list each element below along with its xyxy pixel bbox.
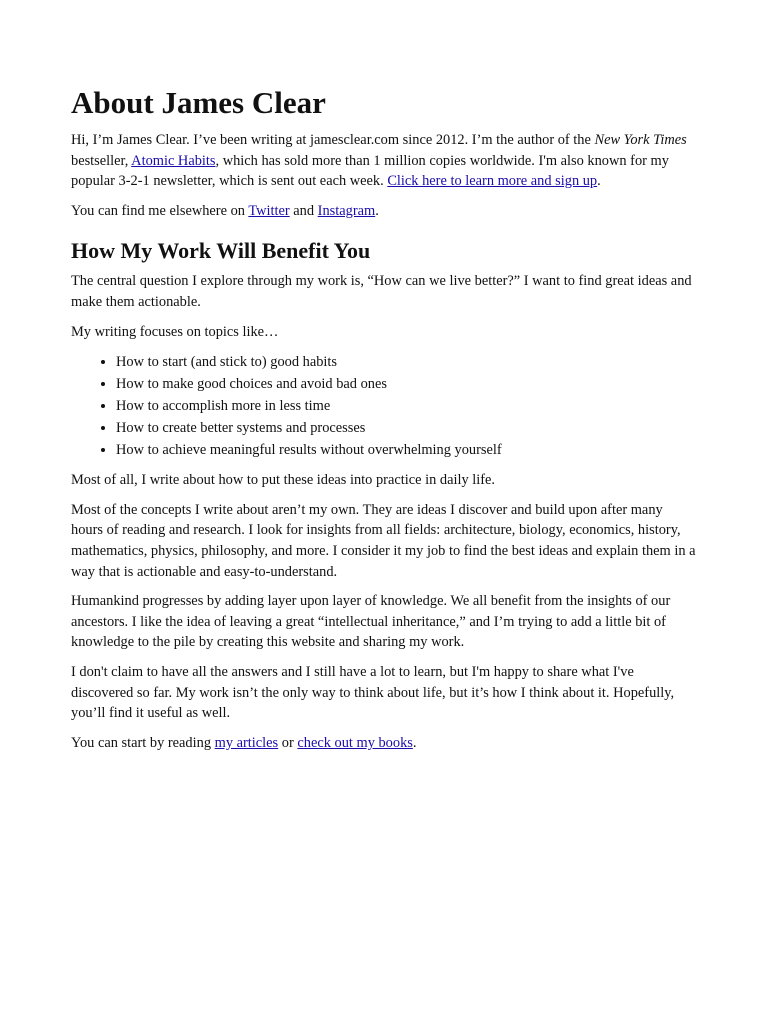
closing-paragraph [71,733,698,754]
intro-text-3: , which has sold more than 1 million copies worldwide. I'm also known for my popular 3-2-1 newsletter, which is sent out each week. [71,152,669,190]
social-text-1: You can find me elsewhere on [71,202,249,219]
most-of-all-paragraph: Most of all, I write about how to put these ideas into practice in daily life. [71,472,496,489]
list-item: • How to make good choices and avoid bad ones [116,373,698,395]
closing-text-2: or [278,734,298,751]
page-title: About James Clear [71,85,326,120]
list-item: • How to start (and stick to) good habits [116,351,698,373]
atomic-habits-link[interactable]: Atomic Habits [131,152,216,169]
list-item: • How to create better systems and processes [116,417,698,439]
section-heading: How My Work Will Benefit You [71,238,371,264]
social-text-3: . [375,202,379,219]
topics-intro-paragraph: My writing focuses on topics like… [71,323,279,340]
closing-text-1: You can start by reading [71,734,215,751]
twitter-link[interactable]: Twitter [248,202,290,219]
intro-text-1: Hi, I’m James Clear. I’ve been writing at jamesclear.com since 2012. I’m the author of the [71,132,595,148]
articles-link[interactable]: my articles [214,734,279,751]
newsletter-signup-link[interactable]: Click here to learn more and sign up [387,173,598,190]
intro-text-2: bestseller, [71,152,132,169]
social-paragraph [71,201,698,222]
topics-list [71,351,698,461]
intro-paragraph [71,130,698,192]
list-item: • How to accomplish more in less time [116,395,698,417]
intro-italic-title: New York Times [594,132,687,148]
central-question-paragraph: The central question I explore through my work is, “How can we live better?” I want to find great ideas and make them actionable. [71,273,692,310]
books-link[interactable]: check out my books [297,734,413,751]
instagram-link[interactable]: Instagram [317,202,376,219]
intro-text-4: . [597,173,601,190]
social-text-2: and [289,202,318,219]
concepts-paragraph: Most of the concepts I write about aren’t my own. They are ideas I discover and build upon after many hours of reading and research. I look for insights from all fields: architecture, biology, economics, history, mathematics, physics, philosophy, and more. I consider it my job to find the best ideas and explain them in a way that is actionable and easy-to-understand. [71,501,696,580]
humankind-paragraph: Humankind progresses by adding layer upon layer of knowledge. We all benefit from the insights of our ancestors. I like the idea of leaving a great “intellectual inheritance,” and I’m trying to add a little bit of knowledge to the pile by creating this website and sharing my work. [71,593,671,651]
list-item: • How to achieve meaningful results without overwhelming yourself [116,439,698,461]
claim-paragraph: I don't claim to have all the answers and I still have a lot to learn, but I'm happy to share what I've discovered so far. My work isn’t the only way to think about life, but it’s how I think about it. Hopefully, you’ll find it useful as well. [71,663,675,722]
closing-text-3: . [412,734,417,751]
